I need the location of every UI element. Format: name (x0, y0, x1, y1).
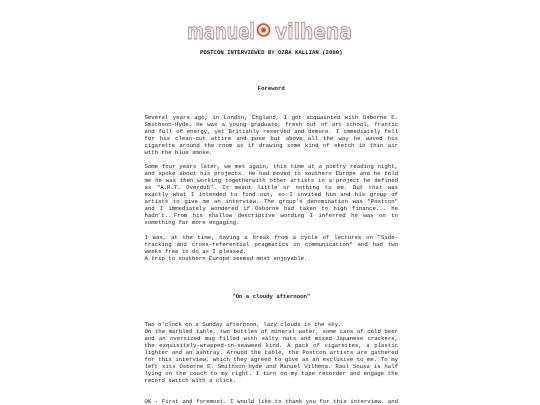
text-line: cigarette around the room as if drawing some kind of sketch in thin air (144, 141, 398, 149)
text-line: tracking and cross-referential pragmatics in communication" and had two (144, 241, 398, 249)
text-line: exactly what I intended to find out, so I invited him and his group of (144, 190, 398, 198)
text-line: On the marbled table, two bottles of mineral water, some cans of cold beer (144, 327, 398, 335)
text-line: and I immediately wondered if Osborne had taken to high finance... he (144, 205, 398, 213)
text-line: the exquisitely-wrapped-in-seaweed kind. A pack of cigarettes, a plastic (144, 341, 398, 349)
text-line: and spoke about his projects. He had moved to southern Europe and he told (144, 169, 398, 177)
text-line: left sits Osborne E. Smithson-Hyde and Manuel Vilhena. Raul Sousa is half (144, 363, 398, 371)
text-line: with the blue smoke. (144, 148, 213, 156)
text-line: Some four years later, we met again, this time at a poetry reading night, (144, 162, 398, 170)
logo-word-second: vilhena (275, 20, 352, 45)
text-line: lighter and an ashtray. Around the table, the Postcon artists are gathered (144, 348, 398, 356)
circle-mark-dot (261, 28, 266, 33)
text-line: for this interview, which they agreed to give as an exclusive to me. To my (144, 355, 398, 363)
text-line: OK · First and foremost. I would like to thank you for this interview. and (144, 397, 398, 405)
foreword-paragraph (145, 234, 399, 262)
interview-paragraph (145, 321, 399, 385)
site-logo[interactable] (0, 0, 540, 48)
text-line: me he was then working togetherwith other artists in a project he defined (144, 176, 398, 184)
text-line: and an oversized mug filled with salty nuts and mixed Japanese crackers, (144, 334, 398, 342)
foreword-paragraph (145, 163, 399, 227)
section-heading-cloudy-afternoon: "On a cloudy afternoon" (232, 292, 311, 300)
text-line: hadn't. From his shallow descriptive wording I inferred he was on to (144, 212, 398, 220)
page-title: POSTCON INTERVIEWED BY OZRA KALLIAN (2000) (199, 48, 343, 56)
text-line: for his clean-cut attire and pose but above all the way he waved his (144, 134, 398, 142)
text-line: something far more engaging. (144, 219, 240, 227)
text-line: and full of energy, yet Britishly reserved and demure. I immediately fell (144, 127, 398, 135)
logo-word-first: manuel (187, 20, 255, 45)
section-heading-foreword: Foreword (257, 84, 285, 92)
text-line: Several years ago, in London, England, I got acquainted with Osborne E. (144, 113, 398, 121)
text-line: lying on the couch to my right. I turn on my tape recorder and engage the (144, 370, 398, 378)
text-line: Smithson-Hyde. He was a young graduate, fresh out of art school, frantic (144, 120, 398, 128)
text-line: weeks free to do as I pleased. (144, 248, 247, 256)
interview-paragraph (145, 398, 399, 405)
text-line: A trip to southern Europe seemed most enjoyable. (144, 255, 308, 263)
circle-mark-icon (258, 24, 270, 36)
foreword-paragraph (145, 114, 399, 157)
text-line: I was, at the time, having a break from a cycle of lectures on "Side- (144, 234, 398, 241)
text-line: artists to give me an interview. The group's denomination was "Postcon" (144, 197, 398, 205)
text-line: Two o'clock on a Sunday afternoon, lazy clouds in the sky. (144, 320, 342, 328)
text-line: record switch with a click. (144, 377, 237, 385)
text-line: as "A.R.T. Overdub". It meant little or nothing to me. But that was (144, 183, 398, 191)
